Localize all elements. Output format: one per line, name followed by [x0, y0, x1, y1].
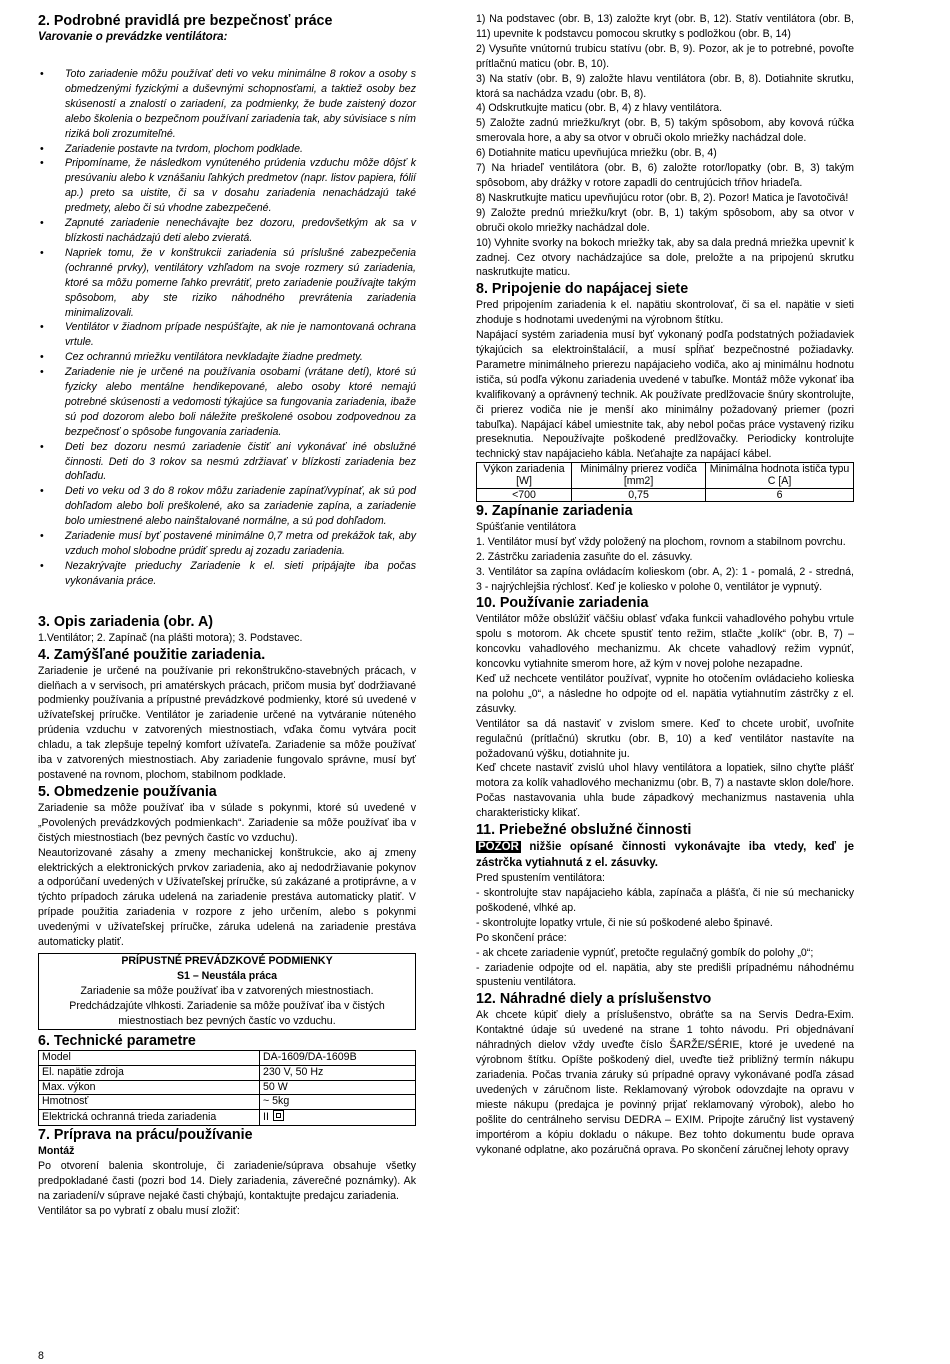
- section-2-subtitle: Varovanie o prevádzke ventilátora:: [38, 31, 228, 43]
- section-4-text: Zariadenie je určené na používanie pri rekonštrukčno-stavebných prácach, v dielňach a v servisoch, pri amatérskych prácach, pričom musia byť dodržiavané podmienky používania a prípustné prevádzkové podmienky, ktoré sú uvedené v užívateľskej príručke. Ventilátor je zariadenie určené na vytváranie núteného prúdenia vzduchu v zatvorených miestnostiach, vďaka čomu vytvára pocit chladu, a tak zlepšuje tepelný komfort užívateľa. Zariadenie sa môže používať iba v zatvorených miestnostiach. Aby zariadenie fungovalo správne, musí byť postavené na rovnom, plochom, stabilnom podklade.: [38, 664, 416, 781]
- box-line: Predchádzajúte vlhkosti. Zariadenie sa môže používať iba v čistých miestnostiach bez pevných častíc vo vzduchu.: [69, 999, 385, 1027]
- section-10-paragraph: Ventilátor môže obslúžiť väčšiu oblasť vďaka funkcii vahadlového pohybu vrtule spolu s motorom. Ak chcete spustiť tento režim, stlačte „kolík“ (obr. B, 7) – koncovku vahadlového mechanizmu. Ak chcete vahadlový režim vypnúť, koncovku vytiahnite smerom hore, až kým v novej polohe nezapadne.: [476, 613, 854, 671]
- section-11-line: - ak chcete zariadenie vypnúť, pretočte regulačný gombík do polohy „0“;: [476, 946, 814, 959]
- table-cell: DA-1609/DA-1609B: [260, 1050, 416, 1065]
- list-item: • Deti bez dozoru nesmú zariadenie čistiť ani vykonávať iné obslužné činnosti. Deti do 3 rokov sa nesmú zdržiavať v blízkosti zariadenia bez dohľadu.: [65, 440, 416, 485]
- list-item: • Deti vo veku od 3 do 8 rokov môžu zariadenie zapínať/vypínať, ak sú pod dohľadom alebo boli preškolené, ako sa zariadenie zapína, a zariadenie bolo umiestnené alebo nainštalované normálne, a sú pod dohľadom.: [65, 484, 416, 529]
- section-10-paragraph: Keď chcete nastaviť zvislú uhol hlavy ventilátora a lopatiek, silno chyťte plášť motora za kolík vahadlového mechanizmu (obr. B, 7) a nastavte sklon dole/hore. Počas nastavovania uhla bude západkový mechanizmus nastavenia uhla charakteristicky klikať.: [476, 762, 854, 820]
- section-11-line: Po skončení práce:: [476, 931, 567, 944]
- section-9-item: 1. Ventilátor musí byť vždy položený na plochom, rovnom a stabilnom povrchu.: [476, 535, 846, 548]
- section-9-title: 9. Zapínanie zariadenia: [476, 502, 633, 519]
- section-3-text: 1.Ventilátor; 2. Zapínač (na plášti motora); 3. Podstavec.: [38, 631, 303, 644]
- assembly-step: 1) Na podstavec (obr. B, 13) založte kryt (obr. B, 12). Statív ventilátora (obr. B, 11) upevnite k podstavcu pomocou skrutky s podložkou (obr. B, 14): [476, 13, 854, 40]
- section-8-paragraph: Pred pripojením zariadenia k el. napätiu skontrolovať, či sa el. napätie v sieti zhoduje s hodnotami uvedenými na výrobnom štítku.: [476, 299, 854, 327]
- pozor-badge: POZOR: [478, 841, 519, 854]
- box-title: PRÍPUSTNÉ PREVÁDZKOVÉ PODMIENKY: [121, 954, 333, 967]
- section-12-text: Ak chcete kúpiť diely a príslušenstvo, obráťte sa na Servis Dedra-Exim. Kontaktné údaje sú uvedené na strane 1 tohto návodu. Pri objednávaní náhradných dielov vždy uveďte číslo ŠARŽE/SÉRIE, ktoré je uvedené na výrobnom štítku. Opíšte poškodený diel, uveďte tiež približný termín nákupu zariadenia. Počas trvania záruky sú prípadné opravy vykonávané podľa zásad uvedených v záručnom liste. Reklamovaný výrobok odovzdajte na opravu v mieste nákupu (predajca je povinný prijať reklamovaný výrobok), alebo ho pošlite do centrálneho servisu DEDRA – EXIM. Pripojte záručný list vystavený importérom a kópiu dokladu o nákupe. Bez tohto dokumentu bude oprava vykonané odplatne, ako pozáručná oprava. Po skončení záručnej lehoty opravy: [476, 1009, 854, 1156]
- box-line: Zariadenie sa môže používať iba v zatvorených miestnostiach.: [80, 984, 374, 997]
- list-item: • Zariadenie nie je určené na používania osobami (vrátane detí), ktoré sú fyzicky alebo mentálne hendikepované, alebo osoby ktoré nemajú potrebné skúsenosti a vedomosti týkajúce sa fungovania zariadenia, ibaže sú pod dozorom alebo boli náležite preškolené osobou zodpovednou za bezpečnosť o spôsobe fungovania zariadenia.: [65, 365, 416, 440]
- protection-class-value: II: [263, 1111, 269, 1124]
- table-row: [39, 1095, 416, 1110]
- assembly-step: 3) Na statív (obr. B, 9) založte hlavu ventilátora (obr. B, 8). Dotiahnite skrutku, ktorá sa nachádza vzadu (obr. B, 8).: [476, 72, 854, 100]
- table-cell: <700: [477, 488, 572, 501]
- table-cell: El. napätie zdroja: [39, 1065, 260, 1080]
- list-item: • Toto zariadenie môžu používať deti vo veku minimálne 8 rokov a osoby s obmedzenými fyzickými a duševnými schopnosťami, a taktiež osoby bez skúseností a znalostí o zariadení, za podmienky, že bude zaistený dozor alebo školenia o bezpečnom používaní zariadenia tak, aby súvisiace s ním riziká boli zrozumiteľné.: [65, 67, 416, 142]
- technical-parameters-table: [38, 1050, 416, 1126]
- table-cell: Max. výkon: [39, 1080, 260, 1095]
- table-row: [39, 1110, 416, 1126]
- list-item: • Zapnuté zariadenie nenechávajte bez dozoru, predovšetkým ak sa v blízkosti nachádzajú deti alebo zvieratá.: [65, 216, 416, 246]
- table-cell: Elektrická ochranná trieda zariadenia: [39, 1110, 260, 1126]
- section-11-title: 11. Priebežné obslužné činnosti: [476, 822, 692, 839]
- section-5-title: 5. Obmedzenie používania: [38, 783, 217, 800]
- section-8-paragraph: Napájací systém zariadenia musí byť vykonaný podľa podstatných požiadaviek týkajúcich sa elektroinštalácií, a musí spĺňať bezpečnostné požiadavky. Parametre minimálneho prierezu napájacieho vodiča, ako aj minimálnu hodnotu ističa, sú podľa výkonu zariadenia uvedené v tabuľke. Montáž môže vykonať iba kvalifikovaný a oprávnený technik. Ak používate predlžovacie šnúry skontrolujte, či prierez vodiča nie je menší ako minimálny požadovaný priemer (pozri tabuľka). Napájací kábel umiestnite tak, aby nebol počas práce vystavený riziku preseknutia. Nepoužívajte poškodené predlžovačky. Periodicky kontrolujte technický stav napájacieho kábla. Neťahajte za napájací kábel.: [476, 329, 854, 461]
- section-9-item: 3. Ventilátor sa zapína ovládacím kolieskom (obr. A, 2): 1 - pomalá, 2 - stredná, 3 - najrýchlejšia rýchlosť. Keď je koliesko v polohe 0, ventilátor je vypnutý.: [476, 565, 854, 593]
- table-cell: Hmotnosť: [39, 1095, 260, 1110]
- section-11-line: - skontrolujte lopatky vrtule, či nie sú poškodené alebo špinavé.: [476, 916, 773, 929]
- table-row: [39, 1080, 416, 1095]
- assembly-step: 4) Odskrutkujte maticu (obr. B, 4) z hlavy ventilátora.: [476, 102, 723, 115]
- table-cell: 6: [706, 488, 854, 501]
- section-11-warning: [476, 839, 854, 871]
- page-number: 8: [38, 1350, 44, 1362]
- section-7-title: 7. Príprava na prácu/používanie: [38, 1126, 253, 1143]
- section-8-title: 8. Pripojenie do napájacej siete: [476, 281, 689, 298]
- double-square-icon: [273, 1110, 284, 1121]
- section-3-title: 3. Opis zariadenia (obr. A): [38, 613, 214, 630]
- section-10-title: 10. Používanie zariadenia: [476, 595, 649, 612]
- table-cell: 50 W: [260, 1080, 416, 1095]
- assembly-step: 7) Na hriadeľ ventilátora (obr. B, 6) založte rotor/lopatky (obr. B, 3) takým spôsobom, aby drážky v rotore zapadli do centrujúcich tŕňov hriadeľa.: [476, 162, 854, 189]
- power-supply-table: [476, 462, 854, 502]
- section-6-title: 6. Technické parametre: [38, 1032, 196, 1049]
- section-10-paragraph: Ventilátor sa dá nastaviť v zvislom smere. Keď to chcete urobiť, uvoľnite regulačnú (prítlačnú) skrutku (obr. B, 10) a keď ventilátor nastavíte na požadovanú výšku, dotiahnite ju.: [476, 717, 854, 760]
- table-cell: 230 V, 50 Hz: [260, 1065, 416, 1080]
- table-row: [39, 1065, 416, 1080]
- table-row: [39, 1050, 416, 1065]
- section-12-title: 12. Náhradné diely a príslušenstvo: [476, 991, 712, 1008]
- list-item: • Zariadenie musí byť postavené minimálne 0,7 metra od prekážok tak, aby vzduch mohol slobodne prúdiť spredu aj zozadu zariadenia.: [65, 529, 416, 559]
- table-header-cell: Výkon zariadenia [W]: [477, 463, 572, 488]
- assembly-step: 8) Naskrutkujte maticu upevňujúcu rotor (obr. B, 2). Pozor! Matica je ľavotočivá!: [476, 191, 849, 204]
- section-7-subtitle: Montáž: [38, 1144, 75, 1157]
- right-column: [476, 12, 854, 1157]
- section-7-paragraph: Po otvorení balenia skontroluje, či zariadenie/súprava obsahuje všetky predpokladané časti (pozri bod 14. Diely zariadenia, záverečné poznámky). Ak na zariadení/v súprave nejaké časti chýbajú, kontaktujte predajcu zariadenia.: [38, 1159, 416, 1202]
- box-subtitle: S1 – Neustála práca: [176, 969, 278, 982]
- section-10-paragraph: Keď už nechcete ventilátor používať, vypnite ho otočením ovládacieho kolieska na polohu „0“, a následne ho odpojte od el. napätia vytiahnutím zástrčky z el. zásuvky.: [476, 673, 854, 715]
- table-cell: 0,75: [572, 488, 706, 501]
- list-item: • Cez ochrannú mriežku ventilátora nevkladajte žiadne predmety.: [65, 350, 416, 365]
- assembly-step: 9) Založte prednú mriežku/kryt (obr. B, 1) takým spôsobom, aby sa otvor v obruči okolo mriežky nachádzal dole.: [476, 206, 854, 234]
- section-7-paragraph: Ventilátor sa po vybratí z obalu musí zložiť:: [38, 1204, 240, 1217]
- table-row: [477, 488, 854, 501]
- table-cell: Model: [39, 1050, 260, 1065]
- assembly-step: 5) Založte zadnú mriežku/kryt (obr. B, 5) takým spôsobom, aby kovová rúčka smerovala hore, a aby sa otvor v obruči okolo mriežky nachádzal dole.: [476, 117, 854, 145]
- list-item: • Nezakrývajte prieduchy Zariadenie k el. sieti pripájajte iba počas vykonávania práce.: [65, 559, 416, 589]
- table-cell: [260, 1110, 416, 1126]
- section-2-title: 2. Podrobné pravidlá pre bezpečnosť práce: [38, 13, 333, 29]
- list-item: • Napriek tomu, že v konštrukcii zariadenia sú príslušné zabezpečenia (ochranné prvky), ventilátory vzhľadom na svoje rozmery sú zariadenia, ktoré sa môžu pomerne ľahko prevrátiť, preto zariadenie používajte takým spôsobom, aby ste riziko náhodného prevrátenia zariadenia minimalizovali.: [65, 246, 416, 321]
- section-9-item: 2. Zástrčku zariadenia zasuňte do el. zásuvky.: [476, 550, 693, 563]
- section-11-line: Pred spustením ventilátora:: [476, 872, 605, 885]
- assembly-step: 10) Vyhnite svorky na bokoch mriežky tak, aby sa dala predná mriežka upevniť k zadnej. Cez otvory nachádzajúce sa dole, preložte a na pripojenú skrutku naskrutkujte maticu.: [476, 236, 854, 279]
- assembly-step: 2) Vysuňte vnútornú trubicu statívu (obr. B, 9). Pozor, ak je to potrebné, povoľte prítlačnú maticu (obr. B, 10).: [476, 42, 854, 70]
- section-9-subtitle: Spúšťanie ventilátora: [476, 520, 576, 533]
- table-cell: ~ 5kg: [260, 1095, 416, 1110]
- operating-conditions-box: [38, 953, 416, 1030]
- section-11-line: - zariadenie odpojte od el. napätia, aby ste predišli prípadnému náhodnému spusteniu ventilátora.: [476, 961, 854, 989]
- left-column: [38, 12, 416, 1218]
- table-header-cell: Minimálny prierez vodiča [mm2]: [572, 463, 706, 488]
- safety-warning-list: [38, 67, 416, 589]
- section-5-paragraph: Neautorizované zásahy a zmeny mechanickej konštrukcie, ako aj zmeny elektrických a elektronických prvkov zariadenia, ako aj nedodržiavanie pokynov a odporúčaní uvedených v Užívateľskej príručke, sú zakázané a protiprávne, a v týchto prípadoch záruka udelená na zariadenie prestáva automaticky platiť. V prípade použitia zariadenia v rozpore z jeho určením, alebo s pokynmi uvedenými v užívateľskej príručke, záruka udelená na zariadenie prestáva automaticky platiť.: [38, 846, 416, 949]
- list-item: • Zariadenie postavte na tvrdom, plochom podklade.: [65, 142, 416, 157]
- section-5-paragraph: Zariadenie sa môže používať iba v súlade s pokynmi, ktoré sú uvedené v „Povolených prevádzkových podmienkach“. Zariadenie sa môže používať iba v čistých miestnostiach (bez pevných častíc vo vzduchu).: [38, 801, 416, 844]
- section-11-line: - skontrolujte stav napájacieho kábla, zapínača a plášťa, či nie sú mechanicky poškodené, vlhké ap.: [476, 887, 854, 914]
- list-item: • Ventilátor v žiadnom prípade nespúšťajte, ak nie je namontovaná ochrana vrtule.: [65, 320, 416, 350]
- list-item: • Pripomíname, že následkom vynúteného prúdenia vzduchu môže dôjsť k presúvaniu alebo k vznášaniu ľahkých predmetov (napr. listov papiera, fólií ap.) preto sa uistite, či sa v dosahu zariadenia nenachádzajú také predmety, alebo či sú vhodne zabezpečené.: [65, 156, 416, 216]
- section-4-title: 4. Zamýšľané použitie zariadenia.: [38, 646, 266, 663]
- section-11-warning-text: nižšie opísané činnosti vykonávajte iba vtedy, keď je zástrčka vytiahnutá z el. zásuvky.: [476, 841, 854, 870]
- assembly-step: 6) Dotiahnite maticu upevňujúca mriežku (obr. B, 4): [476, 147, 717, 160]
- table-header-row: [477, 463, 854, 488]
- table-header-cell: Minimálna hodnota ističa typu C [A]: [706, 463, 854, 488]
